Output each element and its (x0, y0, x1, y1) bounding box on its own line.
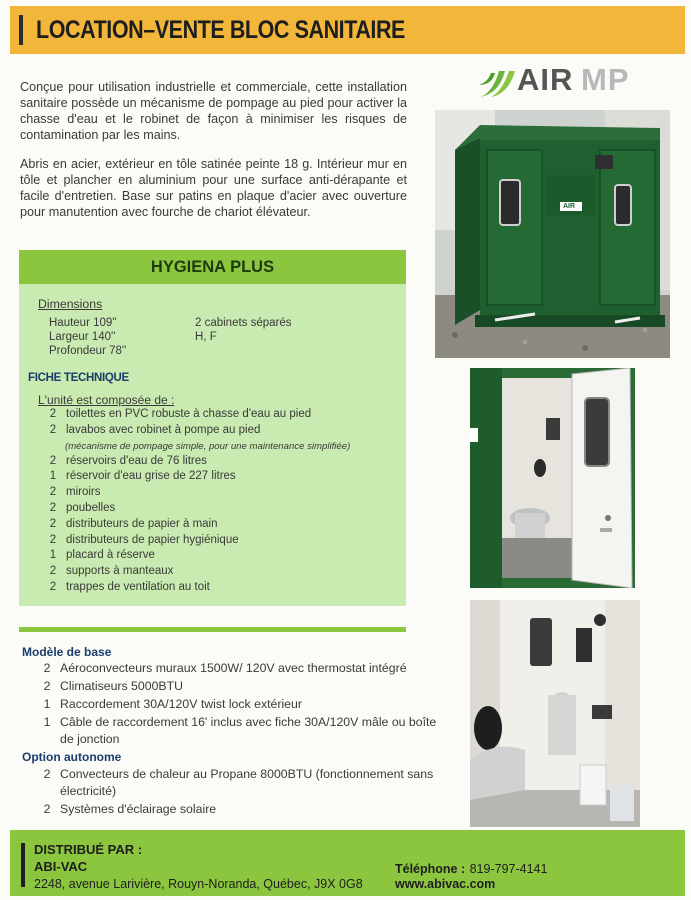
page-title: LOCATION–VENTE BLOC SANITAIRE (36, 16, 405, 44)
logo-mp-text: MP (581, 62, 630, 97)
list-item: 1 Câble de raccordement 16' inclus avec fiche 30A/120V mâle ou boîte (43, 715, 437, 729)
list-item: 2 Convecteurs de chaleur au Propane 8000BTU (fonctionnement sans (43, 767, 434, 781)
hf-text: H, F (195, 331, 217, 343)
website-link[interactable]: www.abivac.com (395, 877, 496, 891)
section-divider (19, 627, 406, 632)
door-logo-text: AIR (563, 203, 576, 210)
list-item: 2 Systèmes d'éclairage solaire (43, 802, 217, 816)
list-item: 2 toilettes en PVC robuste à chasse d'eau au pied (49, 408, 312, 420)
unit-composition-label: L'unité est composée de : (38, 393, 175, 407)
modele-de-base-label: Modèle de base (22, 645, 112, 659)
photo-interior (470, 600, 640, 827)
list-item: 2 réservoirs d'eau de 76 litres (49, 455, 207, 467)
airmp-logo (477, 62, 637, 102)
phone-line (395, 860, 547, 878)
list-item: 2 miroirs (49, 486, 101, 498)
hygiena-plus-header (19, 250, 406, 284)
photo-exterior (435, 110, 670, 358)
footer-banner (10, 830, 685, 896)
list-item: 2 Climatiseurs 5000BTU (43, 679, 184, 693)
list-item: 2 trappes de ventilation au toit (49, 581, 210, 593)
list-item-continuation: électricité) (60, 784, 117, 798)
list-item: 1 Raccordement 30A/120V twist lock extérieur (43, 697, 302, 711)
phone-number[interactable]: 819-797-4141 (469, 862, 548, 876)
fiche-technique-label: FICHE TECHNIQUE (28, 372, 129, 384)
distributed-by-label: DISTRIBUÉ PAR : (34, 842, 143, 857)
dimensions-label: Dimensions (38, 297, 103, 311)
list-item: 2 lavabos avec robinet à pompe au pied (49, 424, 261, 436)
list-item: 1 réservoir d'eau grise de 227 litres (49, 470, 236, 482)
list-item: 2 Aéroconvecteurs muraux 1500W/ 120V avec thermostat intégré (43, 661, 407, 675)
cabinets-text: 2 cabinets séparés (195, 317, 292, 329)
list-item: 2 distributeurs de papier hygiénique (49, 534, 239, 546)
company-name: ABI-VAC (34, 859, 88, 874)
option-autonome-label: Option autonome (22, 750, 122, 764)
dim-depth: Profondeur 78'' (49, 345, 127, 357)
logo-air-text: AIR (517, 62, 574, 97)
list-item: 2 distributeurs de papier à main (49, 518, 218, 530)
intro-paragraph-1: Conçue pour utilisation industrielle et commerciale, cette installation sanitaire possède un mécanisme de pompage au pied pour activer la chasse d'eau et le robinet de façon à minimiser les risques de contamination par les mains. (20, 80, 407, 142)
dim-height: Hauteur 109'' (49, 317, 117, 329)
phone-label: Téléphone : (395, 862, 466, 876)
footer-bar-accent (21, 843, 25, 887)
list-item: 1 placard à réserve (49, 549, 155, 561)
hygiena-plus-title: HYGIENA PLUS (150, 258, 275, 276)
list-item-note: (mécanisme de pompage simple, pour une maintenance simplifiée) (65, 441, 351, 452)
company-address: 2248, avenue Larivière, Rouyn-Noranda, Québec, J9X 0G8 (34, 877, 363, 891)
title-banner (10, 6, 685, 54)
list-item: 2 supports à manteaux (49, 565, 174, 577)
title-bar-accent (19, 15, 23, 45)
list-item-continuation: de jonction (60, 732, 120, 746)
photo-open-door (470, 368, 635, 588)
intro-paragraph-2: Abris en acier, extérieur en tôle satinée peinte 18 g. Intérieur mur en tôle et plancher en aluminium pour une surface anti-dérapante et facile d'entretien. Base sur patins en plaque d'acier avec ouverture pour manutention avec fourche de chariot élévateur. (20, 157, 407, 219)
list-item: 2 poubelles (49, 502, 116, 514)
dim-width: Largeur 140'' (49, 331, 116, 343)
